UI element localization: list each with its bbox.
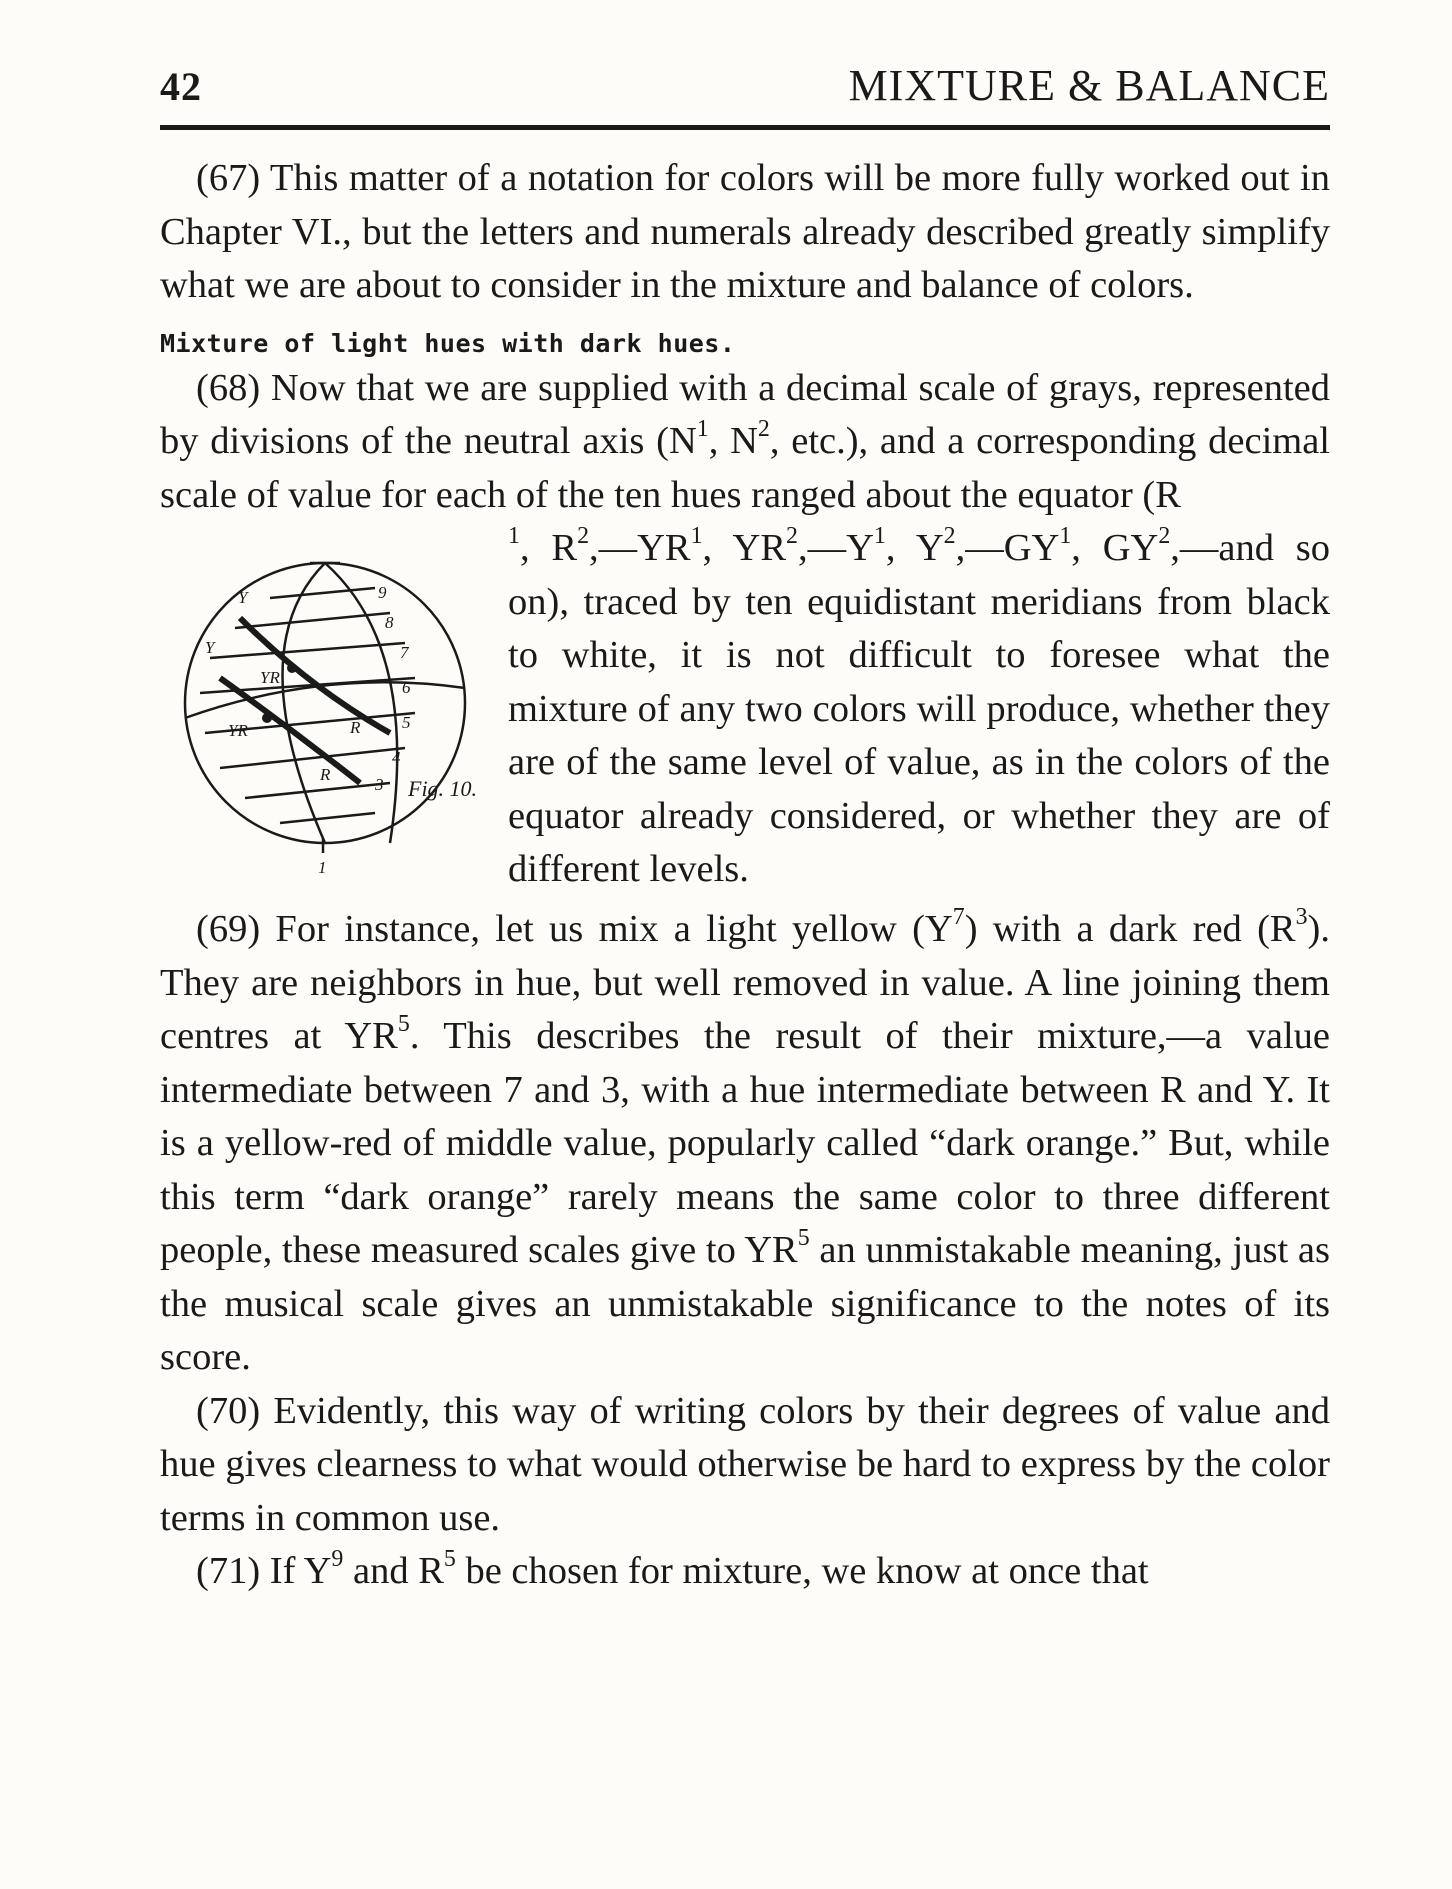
meridian-arc bbox=[325, 563, 397, 843]
sidenote-heading: Mixture of light hues with dark hues. bbox=[160, 328, 736, 358]
svg-text:YR: YR bbox=[228, 721, 248, 740]
meridian-arc bbox=[283, 563, 326, 843]
svg-text:R: R bbox=[350, 718, 361, 737]
svg-text:Y: Y bbox=[205, 638, 215, 657]
paragraph-69: (69) For instance, let us mix a light yellow $(Y^7)$ with a dark red $(R^3)$. They are neighbors in hue, but well removed in value. A line joining them centres at $YR^5$. This describes the result of their mixture,—a value intermediate between 7 and 3, with a hue intermediate between R and Y. It is a yellow-red of middle value, popularly called “dark orange.” But, while this term “dark orange” rarely means the same color to three different people, these measured scales give to $YR^5$ an unmistakable meaning, just as the musical scale gives an unmistakable significance to the notes of its score. bbox=[160, 903, 1330, 1378]
paragraph-71: (71) If $Y^9$ and $R^5$ be chosen for mixture, we know at once that bbox=[196, 1545, 1149, 1592]
svg-text:9: 9 bbox=[378, 583, 387, 602]
running-header bbox=[160, 60, 1330, 130]
paragraph-68: (68) Now that we are supplied with a decimal scale of grays, represented by divisions of the neutral axis ($N^1$, $N^2$, etc.), and a corresponding decimal scale of value for each of the ten hues ranged about the equator (R bbox=[160, 366, 1330, 516]
svg-text:6: 6 bbox=[402, 678, 411, 697]
paragraph-68-continued: $^1$, $R^2,—YR^1$, $YR^2,—Y^1$, $Y^2,—GY^1$, $GY^2,—and$ so on), traced by ten equidistant meridians from black to white, it is not difficult to foresee what the mixture of any two colors will produce, whether they are of the same level of value, as in the colors of the equator already considered, or whether they are of different levels. bbox=[508, 522, 1331, 890]
sphere-diagram bbox=[160, 528, 490, 903]
svg-text:8: 8 bbox=[385, 613, 394, 632]
svg-text:4: 4 bbox=[392, 748, 401, 767]
svg-text:7: 7 bbox=[400, 643, 409, 662]
svg-text:3: 3 bbox=[375, 775, 384, 794]
svg-text:YR: YR bbox=[260, 668, 280, 687]
svg-text:1: 1 bbox=[318, 858, 327, 877]
svg-text:R: R bbox=[320, 765, 331, 784]
svg-text:5: 5 bbox=[402, 713, 411, 732]
figure-10-sphere-diagram bbox=[160, 528, 490, 903]
point-yr5 bbox=[262, 713, 272, 723]
paragraph-70: (70) Evidently, this way of writing colors by their degrees of value and hue gives clearness to what would otherwise be hard to express by the color terms in common use. bbox=[160, 1389, 1330, 1539]
running-title: MIXTURE & BALANCE bbox=[848, 61, 1330, 110]
figure-caption: Fig. 10. bbox=[408, 776, 478, 801]
point-yr7 bbox=[287, 663, 297, 673]
paragraph-67: (67) This matter of a notation for colors will be more fully worked out in Chapter VI., but the letters and numerals already described greatly simplify what we are about to consider in the mixture and balance of colors. bbox=[160, 157, 1330, 306]
svg-text:Y: Y bbox=[238, 588, 248, 607]
page-number: 42 bbox=[160, 64, 202, 109]
page bbox=[160, 60, 1330, 1599]
